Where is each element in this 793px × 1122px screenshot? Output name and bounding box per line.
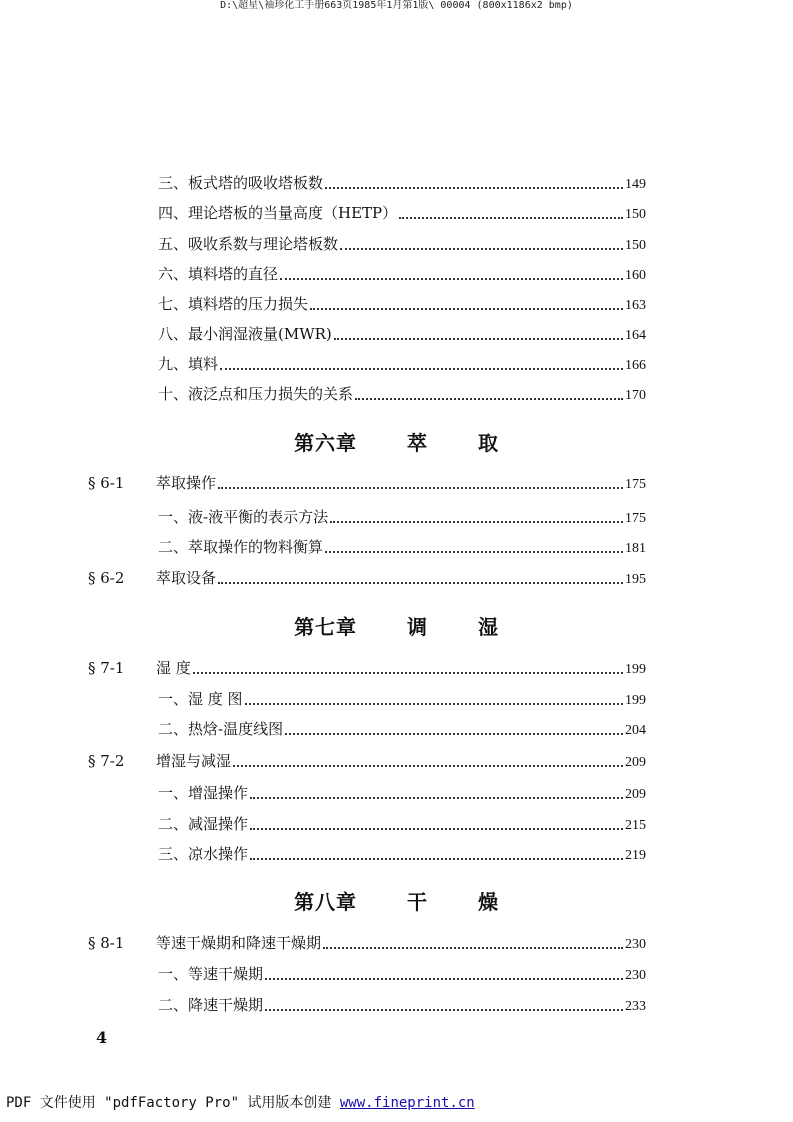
toc-entry-label: 湿 度 xyxy=(156,659,191,677)
chapter-number: 第七章 xyxy=(294,615,358,639)
toc-page-number: 160 xyxy=(625,268,646,283)
toc-page-number: 163 xyxy=(625,298,646,313)
pdf-footer xyxy=(6,1092,475,1112)
chapter-title[interactable] xyxy=(0,886,793,915)
dot-leader xyxy=(265,1009,623,1011)
toc-page-number: 166 xyxy=(625,358,646,373)
dot-leader xyxy=(233,765,623,767)
toc-entry[interactable] xyxy=(158,536,646,557)
toc-entry[interactable] xyxy=(158,293,646,314)
toc-page-number: 199 xyxy=(625,662,646,677)
chapter-title[interactable] xyxy=(0,427,793,456)
footer-text: PDF 文件使用 "pdfFactory Pro" 试用版本创建 xyxy=(6,1095,340,1111)
toc-entry-label: 萃取设备 xyxy=(156,569,217,587)
toc-section-entry[interactable] xyxy=(88,567,646,588)
toc-entry-label: 一、增湿操作 xyxy=(158,784,249,802)
toc-section-entry[interactable] xyxy=(88,750,646,771)
toc-entry[interactable] xyxy=(158,172,646,193)
toc-section-entry[interactable] xyxy=(88,932,646,953)
dot-leader xyxy=(218,582,623,584)
toc-entry-label: 八、最小润湿液量(MWR) xyxy=(158,325,332,343)
toc-entry[interactable] xyxy=(158,383,646,404)
toc-page-number: 175 xyxy=(625,477,646,492)
dot-leader xyxy=(323,947,623,949)
section-number: § 8-1 xyxy=(88,934,125,952)
toc-entry-label: 二、降速干燥期 xyxy=(158,996,264,1014)
toc-entry[interactable] xyxy=(158,233,646,254)
toc-entry[interactable] xyxy=(158,994,646,1015)
toc-page-number: 150 xyxy=(625,207,646,222)
toc-entry-label: 三、板式塔的吸收塔板数 xyxy=(158,174,324,192)
toc-entry[interactable] xyxy=(158,202,646,223)
toc-section-entry[interactable] xyxy=(88,472,646,493)
chapter-title-char: 湿 xyxy=(477,615,499,639)
toc-page-number: 149 xyxy=(625,177,646,192)
toc-entry-label: 一、等速干燥期 xyxy=(158,965,264,983)
toc-page-number: 181 xyxy=(625,541,646,556)
toc-page-number: 230 xyxy=(625,937,646,952)
dot-leader xyxy=(334,338,623,340)
dot-leader xyxy=(330,521,623,523)
toc-section-entry[interactable] xyxy=(88,657,646,678)
toc-entry-label: 二、热焓-温度线图 xyxy=(158,720,284,738)
dot-leader xyxy=(250,828,623,830)
dot-leader xyxy=(355,398,623,400)
toc-entry[interactable] xyxy=(158,843,646,864)
chapter-number: 第六章 xyxy=(294,431,358,455)
toc-entry-label: 等速干燥期和降速干燥期 xyxy=(156,934,322,952)
toc-page-number: 204 xyxy=(625,723,646,738)
dot-leader xyxy=(250,858,623,860)
toc-page-number: 199 xyxy=(625,693,646,708)
dot-leader xyxy=(325,551,623,553)
toc-entry[interactable] xyxy=(158,688,646,709)
dot-leader xyxy=(310,308,623,310)
file-path-header: D:\超星\袖珍化工手册663页1985年1月第1版\ 00004 (800x1186x2 bmp) xyxy=(220,0,573,11)
toc-entry[interactable] xyxy=(158,963,646,984)
section-number: § 6-1 xyxy=(88,474,125,492)
footer-link[interactable]: www.fineprint.cn xyxy=(339,1095,475,1111)
chapter-title-char: 干 xyxy=(407,890,428,914)
toc-entry[interactable] xyxy=(158,506,646,527)
toc-entry[interactable] xyxy=(158,718,646,739)
toc-entry-label: 六、填料塔的直径 xyxy=(158,265,279,283)
toc-entry-label: 五、吸收系数与理论塔板数 xyxy=(158,235,339,253)
toc-entry-label: 二、萃取操作的物料衡算 xyxy=(158,538,324,556)
toc-page-number: 209 xyxy=(625,787,646,802)
toc-entry[interactable] xyxy=(158,813,646,834)
toc-entry[interactable] xyxy=(158,323,646,344)
dot-leader xyxy=(340,248,623,250)
chapter-title-char: 萃 xyxy=(407,431,428,455)
toc-entry-label: 一、湿 度 图 xyxy=(158,690,243,708)
dot-leader xyxy=(285,733,623,735)
toc-entry-label: 七、填料塔的压力损失 xyxy=(158,295,309,313)
dot-leader xyxy=(250,797,623,799)
dot-leader xyxy=(245,703,623,705)
toc-page-number: 219 xyxy=(625,848,646,863)
toc-entry[interactable] xyxy=(158,263,646,284)
dot-leader xyxy=(325,187,623,189)
toc-page-number: 195 xyxy=(625,572,646,587)
toc-page-number: 209 xyxy=(625,755,646,770)
toc-page-number: 170 xyxy=(625,388,646,403)
toc-entry-label: 九、填料 xyxy=(158,355,219,373)
toc-page-number: 215 xyxy=(625,818,646,833)
section-number: § 7-2 xyxy=(88,752,125,770)
toc-page-number: 164 xyxy=(625,328,646,343)
chapter-number: 第八章 xyxy=(294,890,358,914)
toc-page-number: 175 xyxy=(625,511,646,526)
dot-leader xyxy=(265,978,623,980)
toc-entry-label: 四、理论塔板的当量高度（HETP） xyxy=(158,204,398,222)
toc-entry-label: 增湿与减湿 xyxy=(156,752,232,770)
toc-entry[interactable] xyxy=(158,782,646,803)
chapter-title-char: 调 xyxy=(407,615,428,639)
dot-leader xyxy=(193,672,623,674)
page-mark: 4 xyxy=(96,1028,108,1047)
chapter-title-char: 燥 xyxy=(477,890,499,914)
toc-entry-label: 三、凉水操作 xyxy=(158,845,249,863)
toc-entry-label: 一、液-液平衡的表示方法 xyxy=(158,508,329,526)
toc-page-number: 233 xyxy=(625,999,646,1014)
section-number: § 6-2 xyxy=(88,569,125,587)
dot-leader xyxy=(220,368,623,370)
toc-entry[interactable] xyxy=(158,353,646,374)
chapter-title-char: 取 xyxy=(477,431,499,455)
dot-leader xyxy=(280,278,623,280)
dot-leader xyxy=(399,217,623,219)
toc-page-number: 150 xyxy=(625,238,646,253)
section-number: § 7-1 xyxy=(88,659,125,677)
toc-page-number: 230 xyxy=(625,968,646,983)
toc-entry-label: 十、液泛点和压力损失的关系 xyxy=(158,385,354,403)
chapter-title[interactable] xyxy=(0,611,793,640)
dot-leader xyxy=(218,487,623,489)
toc-entry-label: 萃取操作 xyxy=(156,474,217,492)
toc-entry-label: 二、减湿操作 xyxy=(158,815,249,833)
